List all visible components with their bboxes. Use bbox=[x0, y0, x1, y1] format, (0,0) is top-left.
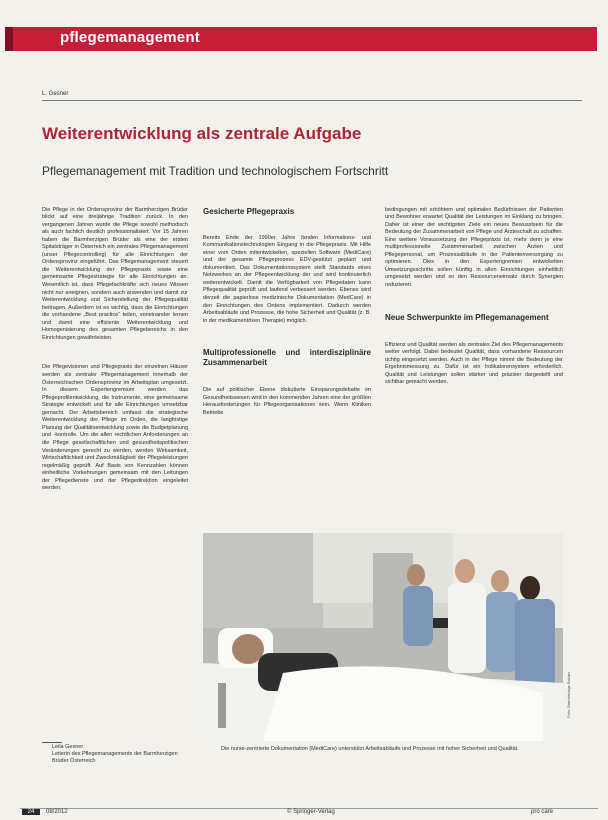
photo-illustration bbox=[203, 533, 563, 741]
subheading: Gesicherte Pflegepraxis bbox=[203, 206, 295, 216]
section-label: pflegemanagement bbox=[60, 29, 200, 46]
paragraph: bedingungen mit erhöhtem und optimalen Bedürfnissen der Patienten und Bewohner erwartet Qualität der Leistungen im Einklang zu bringen. Daher ist einer der wichtigsten Ziele ein neues Bewusstsein für die Bedeutung der Zusammenarbeit von Pflege und Ärzteschaft zu schaffen. Eine weitere Voraussetzung der Pflegepraxis ist, mehr denn je eine multiprofessionelle Zusammenarbeit zwischen Ärzten und Pflegepersonal, um Prozessabläufe in der Patientenversorgung zu optimieren. Dies in den Expertengremien entwickelten Umsetzungsschritte sollen künftig in allen Einrichtungen einheitlich umgesetzt werden und so den Ressourceneinsatz durch Synergien reduzieren. bbox=[385, 206, 563, 289]
magazine-name: pro care bbox=[531, 809, 554, 815]
subheading: Neue Schwerpunkte im Pflegemanagement bbox=[385, 312, 549, 322]
photo-credit: Foto: Barmherzige Brüder bbox=[566, 672, 571, 719]
author-footnote bbox=[52, 744, 192, 765]
footnote-affiliation: Leiterin des Pflegemanagements der Barmherzigen Brüder Österreich bbox=[52, 751, 178, 764]
paragraph: Die Pflege in der Ordensprovinz der Barmherzigen Brüder blickt auf eine dreijährige Tradition zurück. In den vergangenen Jahren wurde die Pflege sowohl methodisch als auch fachlich deutlich professionalisiert. Vor 15 Jahren haben die Barmherzigen Brüder als eine der ersten Spitalsträger in Österreich ein zentrales Pflegemanagement (unser Pflegecontrolling) für alle Einrichtungen der Ordensprovinz eingeführt. Das Pflegemanagement steuert die Weiterentwicklung der Pflegepraxis sowie eine gemeinsame Pflegestrategie für alle Einrichtungen an. Wesentlich ist, dass Pflegefachkräfte sich neues Wissen nicht nur aneignen, sondern auch anwenden und damit zur Weiterentwicklung und Sicherstellung der Pflegequalität beitragen. Außerdem ist es wichtig, dass die Einrichtungen die vorhandene „Best practice“ teilen, voneinander lernen und damit eine effiziente Weiterentwicklung und Homogenisierung des gesamten Pflegebereichs in den Einrichtungen gewährleisten. bbox=[42, 206, 188, 341]
publisher-label: © Springer-Verlag bbox=[287, 809, 335, 815]
article-subtitle: Pflegemanagement mit Tradition und technologischem Fortschritt bbox=[42, 164, 389, 178]
page-number: 24 bbox=[22, 809, 40, 815]
text-column-1 bbox=[42, 199, 188, 500]
paragraph: Die Pflegevisionen und Pflegepraxis der einzelnen Häuser werden als zentraler Pflegemanagement innerhalb der Österreichischen Ordensprovinz im Arbeitsplan umgesetzt. In diesem Expertengremium werden das Pflegeprofilentwicklung, die Instrumente, eine gemeinsame Strategie entwickelt und für alle Einrichtungen umsetzbar gemacht. Der Arbeitsbereich umfasst die strategische Weiterentwicklung der Pflege im Orden, die langfristige Planung der Qualitätsentwicklung sowie die Budgetplanung und -kontrolle. Um die allen rechtlichen Anforderungen an die Pflege gesellschaftlichen und gesundheitspolitischen Veränderungen gerecht zu werden, werden Wirksamkeit, Wirtschaftlichkeit und Zweckmäßigkeit der Pflegeleistungen regelmäßig geprüft. Auf Basis von Kennzahlen können einheitliche Vorkehrungen gemeinsam mit den Leitungen der Pflegedienste und der Pflegedirektion eingeleitet werden. bbox=[42, 364, 188, 492]
section-header-tab bbox=[5, 27, 13, 51]
author-rule bbox=[42, 100, 582, 101]
footnote-name: Leila Gesner bbox=[52, 744, 84, 750]
paragraph: Die auf politischer Ebene diskutierte Einsparungsdebatte im Gesundheitswesen wird in den kommenden Jahren eine der größten Herausforderungen für Pflegeorganisationen sein. Wenn Kliniken Betriebe bbox=[203, 387, 371, 417]
footnote-rule bbox=[42, 742, 62, 743]
paragraph: Bereits Ende der 1990er Jahre fanden Informations- und Kommunikationstechnologien Eingang in die Pflegepraxis. Mit Hilfe einer vom Orden mitentwickelten, speziellen Software (MediCare) und der gesamte Pflegeprozess EDV-gestützt geplant und dokumentiert. Das Dokumentationssystem stellt Standards eines Netzwerkes an der Pflegeentwicklung der und wird kontinuierlich weiterentwickelt. Damit die Verfügbarkeit von Pflegedaten kann Pflegequalität geprüft und laufend verbessert werden. Ebenso wird derzeit die papierlose medizinische Dokumentation (MedCare) in den Einrichtungen des Ordens implementiert. Dadurch werden Arbeitsabläufe und Prozesse, die hohe Sicherheit und Qualität (z. B. in der medikamentösen Therapie) möglich. bbox=[203, 234, 371, 324]
article-title: Weiterentwicklung als zentrale Aufgabe bbox=[42, 124, 362, 143]
paragraph: Effizienz und Qualität werden als zentrales Ziel des Pflegemanagements weiter verfolgt. Dabei bedeutet Qualität, dass vorhandene Ressourcen richtig eingesetzt werden. Auch in der Pflege nimmt die Bedeutung der Ergebnismessung zu. Dafür ist ein Indikatorensystem erforderlich. Qualität und Leistungen sollen stärker und präziser dargestellt und sichtbar gemacht werden. bbox=[385, 341, 563, 386]
hospital-photo bbox=[203, 533, 563, 741]
figure-caption: Die nurse-zentrierte Dokumentation (MediCare) unterstützt Arbeitsabläufe und Prozesse mit hoher Sicherheit und Qualität. bbox=[221, 746, 519, 752]
subheading: Multiprofessionelle und interdisziplinäre Zusammenarbeit bbox=[203, 348, 371, 368]
text-column-2 bbox=[203, 199, 371, 425]
issue-label: 08/2012 bbox=[46, 809, 68, 815]
author-line: L. Gesner bbox=[42, 91, 69, 97]
text-column-3 bbox=[385, 199, 563, 395]
